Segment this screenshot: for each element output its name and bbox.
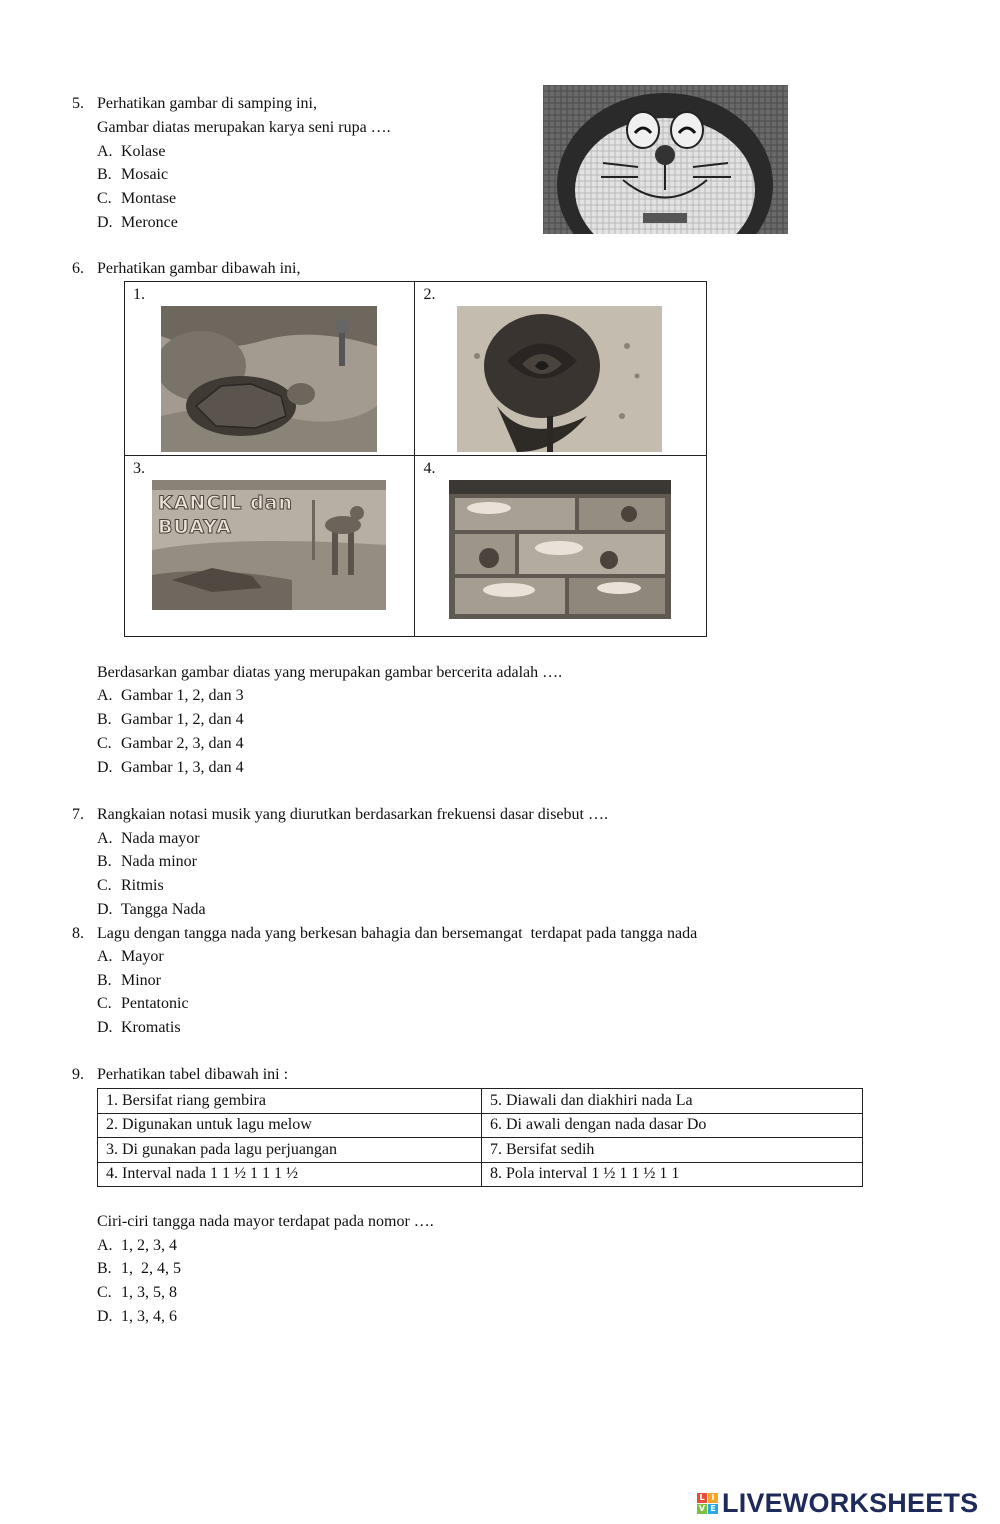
q6-option-d[interactable]: D. Gambar 1, 3, dan 4 <box>97 759 244 776</box>
q8-option-a[interactable]: A. Mayor <box>97 948 164 965</box>
q5-number: 5. <box>72 95 84 112</box>
q9-option-b[interactable]: B. 1, 2, 4, 5 <box>97 1260 181 1277</box>
table-cell: 2. Digunakan untuk lagu melow <box>98 1113 482 1138</box>
liveworksheets-brand[interactable] <box>697 1488 978 1519</box>
q9-table <box>97 1088 863 1187</box>
logo-tile: E <box>708 1504 718 1514</box>
q9-option-a[interactable]: A. 1, 2, 3, 4 <box>97 1237 177 1254</box>
q5-option-a[interactable]: A. Kolase <box>97 143 166 160</box>
q5-prompt-line2: Gambar diatas merupakan karya seni rupa …. <box>97 119 391 136</box>
q6-picture-table <box>124 281 707 637</box>
turtle-illustration <box>161 306 377 452</box>
table-row <box>98 1089 863 1114</box>
q5-option-b[interactable]: B. Mosaic <box>97 166 169 183</box>
picture-cell-4: 4. <box>415 456 707 637</box>
q7-option-c[interactable]: C. Ritmis <box>97 877 164 894</box>
q6-option-a[interactable]: A. Gambar 1, 2, dan 3 <box>97 687 244 704</box>
q9-option-d[interactable]: D. 1, 3, 4, 6 <box>97 1308 177 1325</box>
kancil-buaya-cover <box>152 480 386 610</box>
picture-cell-3: 3. KANCIL dan BUAYA <box>125 456 415 637</box>
q8-prompt: Lagu dengan tangga nada yang berkesan bahagia dan bersemangat terdapat pada tangga nada <box>97 925 698 942</box>
q9-number: 9. <box>72 1066 84 1083</box>
q5-option-d[interactable]: D. Meronce <box>97 214 178 231</box>
table-cell: 5. Diawali dan diakhiri nada La <box>482 1089 863 1114</box>
q7-option-b[interactable]: B. Nada minor <box>97 853 197 870</box>
q6-option-b[interactable]: B. Gambar 1, 2, dan 4 <box>97 711 244 728</box>
q9-prompt: Perhatikan tabel dibawah ini : <box>97 1066 289 1083</box>
comic-title-line1: KANCIL dan <box>158 492 294 514</box>
logo-tile: L <box>697 1493 707 1503</box>
q8-option-d[interactable]: D. Kromatis <box>97 1019 181 1036</box>
table-row <box>98 1162 863 1187</box>
q9-question: Ciri-ciri tangga nada mayor terdapat pada nomor …. <box>97 1213 434 1230</box>
comic-title-line2: BUAYA <box>158 516 232 538</box>
q8-option-b[interactable]: B. Minor <box>97 972 161 989</box>
q6-option-c[interactable]: C. Gambar 2, 3, dan 4 <box>97 735 244 752</box>
q6-number: 6. <box>72 260 84 277</box>
logo-tile: I <box>708 1493 718 1503</box>
table-cell: 7. Bersifat sedih <box>482 1138 863 1163</box>
table-cell: 1. Bersifat riang gembira <box>98 1089 482 1114</box>
liveworksheets-logo-icon <box>697 1493 718 1514</box>
table-cell: 3. Di gunakan pada lagu perjuangan <box>98 1138 482 1163</box>
rose-photo <box>457 306 662 452</box>
mosaic-image <box>543 85 788 234</box>
q7-option-a[interactable]: A. Nada mayor <box>97 830 200 847</box>
table-row <box>98 1138 863 1163</box>
q9-option-c[interactable]: C. 1, 3, 5, 8 <box>97 1284 177 1301</box>
logo-tile: V <box>698 1504 706 1513</box>
q7-prompt: Rangkaian notasi musik yang diurutkan berdasarkan frekuensi dasar disebut …. <box>97 806 608 823</box>
table-cell: 6. Di awali dengan nada dasar Do <box>482 1113 863 1138</box>
q6-question: Berdasarkan gambar diatas yang merupakan gambar bercerita adalah …. <box>97 664 563 681</box>
picture-cell-1: 1. <box>125 282 415 456</box>
q7-number: 7. <box>72 806 84 823</box>
comic-strip-image <box>449 480 671 619</box>
table-row <box>98 1113 863 1138</box>
q6-prompt: Perhatikan gambar dibawah ini, <box>97 260 301 277</box>
table-cell: 8. Pola interval 1 ½ 1 1 ½ 1 1 <box>482 1162 863 1187</box>
table-cell: 4. Interval nada 1 1 ½ 1 1 1 ½ <box>98 1162 482 1187</box>
q5-prompt-line1: Perhatikan gambar di samping ini, <box>97 95 317 112</box>
q7-option-d[interactable]: D. Tangga Nada <box>97 901 206 918</box>
q5-option-c[interactable]: C. Montase <box>97 190 177 207</box>
q8-number: 8. <box>72 925 84 942</box>
picture-cell-2: 2. <box>415 282 707 456</box>
q8-option-c[interactable]: C. Pentatonic <box>97 995 189 1012</box>
brand-name: LIVEWORKSHEETS <box>722 1488 979 1518</box>
